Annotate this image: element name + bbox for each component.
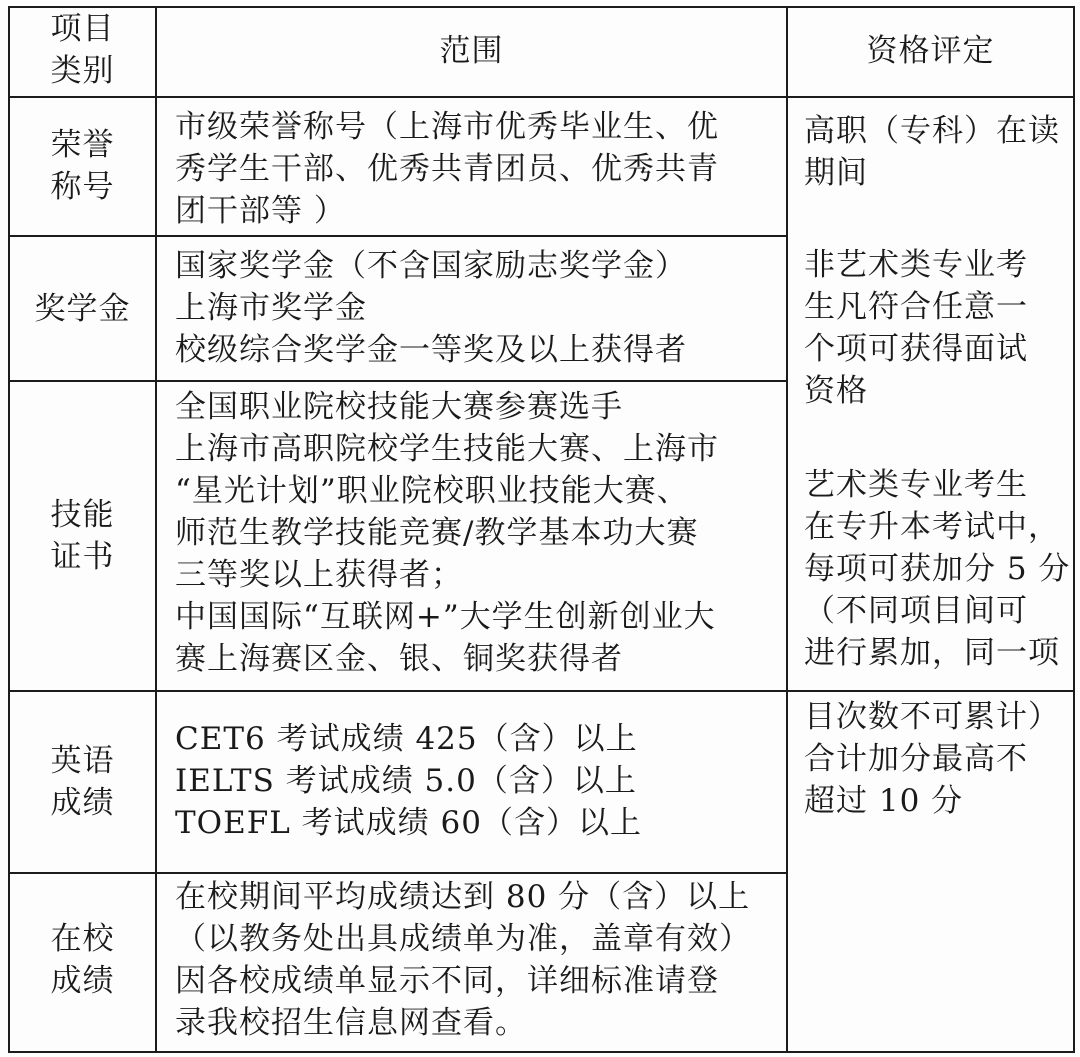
category-skill-certificate <box>10 494 155 578</box>
scope-line: 上海市奖学金 <box>175 290 367 326</box>
scope-line: 录我校招生信息网查看。 <box>175 1005 527 1041</box>
category-line: 成绩 <box>50 785 115 821</box>
qualification-line: （不同项目间可 <box>804 593 1028 629</box>
header-bottom-border <box>8 96 1074 98</box>
qualification-line: 资格 <box>804 373 868 409</box>
scope-line: IELTS 考试成绩 5.0（含）以上 <box>175 763 637 799</box>
qualification-line: 个项可获得面试 <box>804 331 1028 367</box>
category-school-grades <box>10 918 155 1002</box>
qualification-line: 在专升本考试中， <box>804 509 1060 545</box>
category-line: 荣誉 <box>50 127 115 163</box>
table-bottom-border <box>8 1051 1074 1053</box>
scope-skill-certificate <box>175 386 719 680</box>
qualification-line: 超过 10 分 <box>804 783 964 819</box>
scope-line: 三等奖以上获得者； <box>175 557 463 593</box>
scope-line: 秀学生干部、优秀共青团员、优秀共青 <box>175 151 719 187</box>
category-line: 在校 <box>50 921 115 957</box>
scope-line: 师范生教学技能竞赛/教学基本功大赛 <box>175 515 699 551</box>
scope-line: 团干部等 ） <box>175 193 346 229</box>
qualification-non-art <box>804 244 1028 412</box>
scope-scholarship <box>175 245 687 371</box>
qualification-line: 每项可获加分 5 分 <box>804 551 1071 587</box>
qualification-art <box>804 464 1070 674</box>
scope-line: 市级荣誉称号（上海市优秀毕业生、优 <box>175 109 719 145</box>
category-line: 技能 <box>50 497 115 533</box>
header-scope: 范围 <box>439 33 504 69</box>
scope-line: “星光计划”职业院校职业技能大赛、 <box>175 473 689 509</box>
qualification-line: 进行累加，同一项 <box>804 635 1060 671</box>
row2-bottom-border <box>8 380 786 382</box>
qualification-line: 非艺术类专业考 <box>804 247 1028 283</box>
qualification-line: 艺术类专业考生 <box>804 467 1028 503</box>
scope-line: 在校期间平均成绩达到 80 分（含）以上 <box>175 879 751 915</box>
scope-line: （以教务处出具成绩单为准，盖章有效） <box>175 921 751 957</box>
row1-bottom-border <box>8 235 786 237</box>
scope-line: 全国职业院校技能大赛参赛选手 <box>175 389 623 425</box>
table-top-border <box>8 6 1074 8</box>
category-line: 称号 <box>50 169 115 205</box>
scope-line: 国家奖学金（不含国家励志奖学金） <box>175 248 687 284</box>
header-category-line: 项目 <box>50 11 115 47</box>
scope-line: TOEFL 考试成绩 60（含）以上 <box>175 805 642 841</box>
category-line: 成绩 <box>50 963 115 999</box>
scope-school-grades <box>175 876 751 1044</box>
category-divider <box>155 6 157 1053</box>
qualification-line: 目次数不可累计） <box>804 699 1060 735</box>
scope-line: 上海市高职院校学生技能大赛、上海市 <box>175 431 719 467</box>
scope-honor-title <box>175 106 719 232</box>
category-line: 英语 <box>50 743 115 779</box>
header-category-line: 类别 <box>50 53 115 89</box>
category-line: 证书 <box>50 539 115 575</box>
category-honor-title <box>10 124 155 208</box>
qualification-line: 合计加分最高不 <box>804 741 1028 777</box>
table-right-border <box>1073 6 1075 1053</box>
scope-line: 赛上海赛区金、银、铜奖获得者 <box>175 641 623 677</box>
scope-line: CET6 考试成绩 425（含）以上 <box>175 721 638 757</box>
qualification-continued <box>804 696 1060 822</box>
header-qualification: 资格评定 <box>866 33 995 69</box>
scope-divider <box>786 6 788 1053</box>
row3-bottom-border <box>8 690 1074 692</box>
scope-line: 校级综合奖学金一等奖及以上获得者 <box>175 332 687 368</box>
row4-bottom-border <box>8 872 786 874</box>
qualification-line: 期间 <box>804 155 868 191</box>
category-scholarship <box>10 288 155 330</box>
scope-english-score <box>175 718 642 844</box>
scope-line: 中国国际“互联网+”大学生创新创业大 <box>175 599 716 635</box>
scope-line: 因各校成绩单显示不同，详细标准请登 <box>175 963 719 999</box>
header-category <box>10 8 155 92</box>
qualification-period <box>804 110 1060 194</box>
category-english-score <box>10 740 155 824</box>
qualification-line: 高职（专科）在读 <box>804 113 1060 149</box>
category-line: 奖学金 <box>34 291 131 327</box>
qualification-line: 生凡符合任意一 <box>804 289 1028 325</box>
